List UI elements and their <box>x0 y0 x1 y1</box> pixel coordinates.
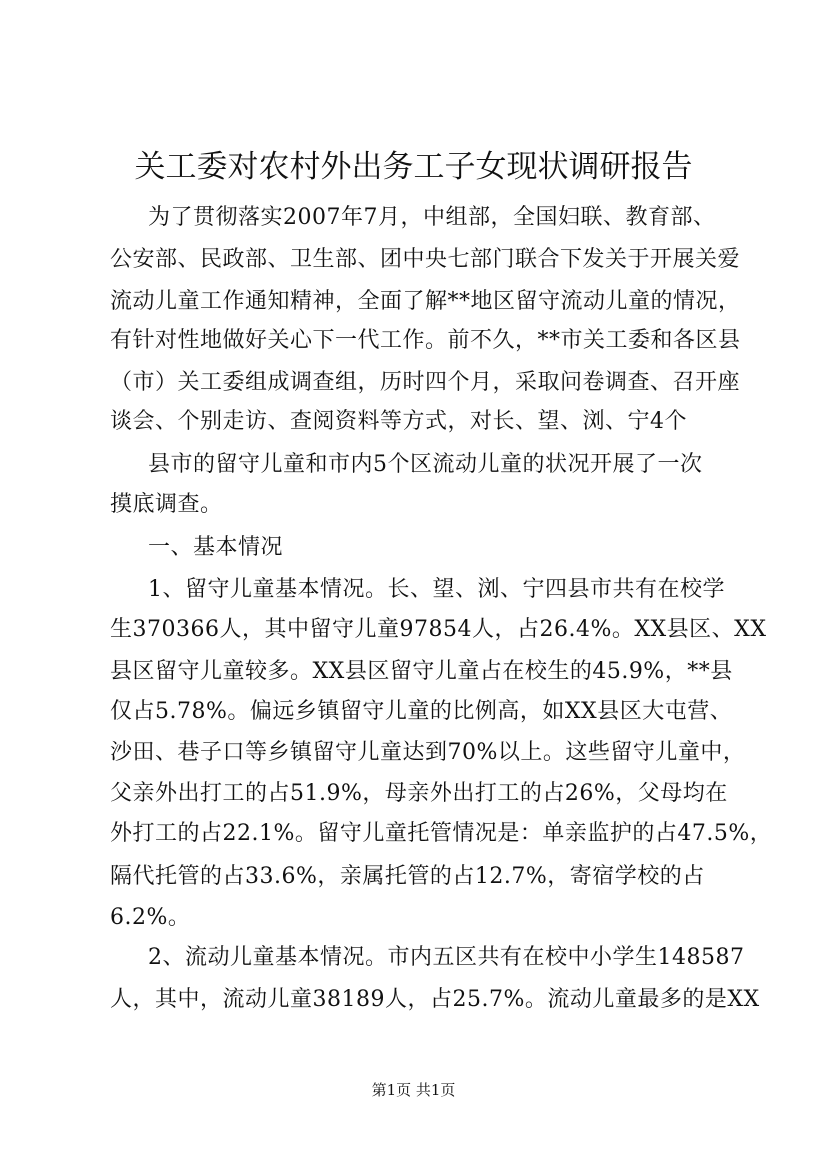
paragraph-line: 1、留守儿童基本情况。长、望、浏、宁四县市共有在校学 <box>148 577 725 602</box>
paragraph-line: 沙田、巷子口等乡镇留守儿童达到70%以上。这些留守儿童中， <box>110 740 746 765</box>
paragraph-line: 外打工的占22.1%。留守儿童托管情况是：单亲监护的占47.5%， <box>110 821 773 846</box>
section-heading: 一、基本情况 <box>148 535 284 560</box>
paragraph-line: 谈会、个别走访、查阅资料等方式，对长、望、浏、宁4个 <box>110 409 687 434</box>
paragraph-line: 父亲外出打工的占51.9%，母亲外出打工的占26%，父母均在 <box>110 781 728 806</box>
paragraph-line: 县市的留守儿童和市内5个区流动儿童的状况开展了一次 <box>148 452 703 477</box>
paragraph-line: （市）关工委组成调查组，历时四个月，采取问卷调查、召开座 <box>110 370 741 395</box>
page-title: 关工委对农村外出务工子女现状调研报告 <box>134 149 693 185</box>
paragraph-line: 县区留守儿童较多。XX县区留守儿童占在校生的45.9%，**县 <box>110 659 733 684</box>
paragraph-line: 为了贯彻落实2007年7月，中组部，全国妇联、教育部、 <box>148 205 716 230</box>
paragraph-line: 2、流动儿童基本情况。市内五区共有在校中小学生148587 <box>148 945 745 970</box>
page-number-footer: 第1页 共1页 <box>371 1081 456 1099</box>
paragraph-line: 摸底调查。 <box>110 492 223 517</box>
paragraph-line: 流动儿童工作通知精神，全面了解**地区留守流动儿童的情况， <box>110 289 741 314</box>
paragraph-line: 隔代托管的占33.6%，亲属托管的占12.7%，寄宿学校的占 <box>110 864 705 889</box>
paragraph-line: 人，其中，流动儿童38189人，占25.7%。流动儿童最多的是XX <box>110 987 760 1012</box>
paragraph-line: 公安部、民政部、卫生部、团中央七部门联合下发关于开展关爱 <box>110 247 741 272</box>
paragraph-line: 有针对性地做好关心下一代工作。前不久，**市关工委和各区县 <box>110 328 741 353</box>
paragraph-line: 6.2%。 <box>110 905 191 930</box>
paragraph-line: 生370366人，其中留守儿童97854人，占26.4%。XX县区、XX <box>110 617 767 642</box>
paragraph-line: 仅占5.78%。偏远乡镇留守儿童的比例高，如XX县区大屯营、 <box>110 699 733 724</box>
